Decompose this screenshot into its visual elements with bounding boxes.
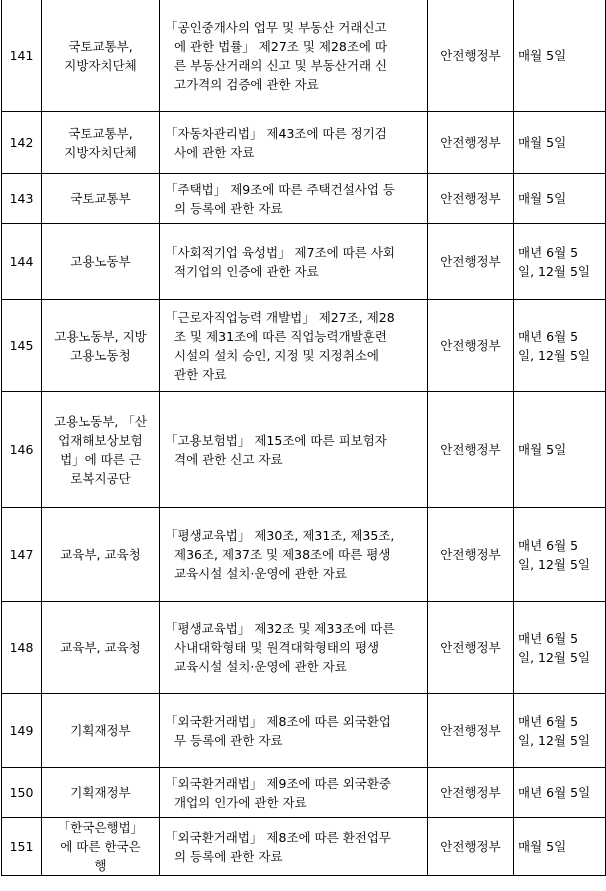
schedule-cell bbox=[514, 508, 606, 602]
row-number: 142 bbox=[2, 112, 42, 174]
legal-basis-line: 「사회적기업 육성법」 제7조에 따른 사회 bbox=[165, 244, 395, 260]
agency-line: 국토교통부, bbox=[68, 38, 133, 54]
legal-basis-line: 「외국환거래법」 제9조에 따른 외국환중 bbox=[165, 775, 391, 791]
agency-line: 행 bbox=[94, 858, 107, 873]
records-table bbox=[1, 0, 606, 876]
legal-basis-cell bbox=[160, 174, 428, 224]
legal-basis-line: 「자동차관리법」 제43조에 따른 정기검 bbox=[165, 125, 387, 141]
table-row bbox=[2, 392, 606, 508]
schedule-cell bbox=[514, 818, 606, 876]
agency-cell bbox=[42, 174, 160, 224]
row-number: 145 bbox=[2, 300, 42, 392]
legal-basis-line: 제36조, 제37조 및 제38조에 따른 평생 bbox=[174, 547, 391, 562]
legal-basis-line: 에 관한 법률」 제27조 및 제28조에 따 bbox=[174, 38, 388, 54]
legal-basis-cell bbox=[160, 602, 428, 694]
recipient-cell: 안전행정부 bbox=[428, 112, 514, 174]
table-row bbox=[2, 694, 606, 768]
agency-line: 에 따른 한국은 bbox=[60, 839, 141, 854]
legal-basis-line: 「공인중개사의 업무 및 부동산 거래신고 bbox=[165, 19, 387, 35]
schedule-line: 매년 6월 5 bbox=[518, 630, 579, 646]
schedule-cell bbox=[514, 300, 606, 392]
legal-basis-line: 관한 자료 bbox=[174, 366, 227, 382]
schedule-line: 일, 12월 5일 bbox=[518, 263, 591, 279]
agency-line: 기획재정부 bbox=[70, 723, 131, 738]
schedule-cell bbox=[514, 694, 606, 768]
row-number: 151 bbox=[2, 818, 42, 876]
legal-basis-cell bbox=[160, 224, 428, 300]
recipient-cell: 안전행정부 bbox=[428, 224, 514, 300]
legal-basis-line: 무 등록에 관한 자료 bbox=[174, 732, 283, 748]
legal-basis-line: 조 및 제31조에 따른 직업능력개발훈련 bbox=[174, 328, 387, 344]
table-row bbox=[2, 224, 606, 300]
row-number: 146 bbox=[2, 392, 42, 508]
agency-line: 업재해보상보험 bbox=[58, 432, 143, 448]
agency-line: 「한국은행법」 bbox=[57, 820, 144, 835]
legal-basis-cell bbox=[160, 508, 428, 602]
recipient-cell: 안전행정부 bbox=[428, 392, 514, 508]
recipient-cell: 안전행정부 bbox=[428, 174, 514, 224]
agency-line: 교육부, 교육청 bbox=[60, 547, 141, 562]
schedule-line: 매년 6월 5일 bbox=[518, 785, 591, 800]
schedule-line: 매월 5일 bbox=[518, 48, 567, 63]
schedule-line: 일, 12월 5일 bbox=[518, 347, 591, 363]
legal-basis-line: 적기업의 인증에 관한 자료 bbox=[174, 263, 319, 279]
legal-basis-cell bbox=[160, 300, 428, 392]
schedule-line: 일, 12월 5일 bbox=[518, 732, 591, 748]
schedule-line: 일, 12월 5일 bbox=[518, 556, 591, 572]
legal-basis-line: 사내대학형태 및 원격대학형태의 평생 bbox=[174, 640, 380, 655]
table-body bbox=[2, 0, 606, 876]
recipient-cell: 안전행정부 bbox=[428, 818, 514, 876]
schedule-cell bbox=[514, 224, 606, 300]
schedule-cell bbox=[514, 112, 606, 174]
recipient-cell: 안전행정부 bbox=[428, 0, 514, 112]
table-row bbox=[2, 818, 606, 876]
agency-cell bbox=[42, 112, 160, 174]
schedule-line: 매년 6월 5 bbox=[518, 537, 579, 553]
table-row bbox=[2, 508, 606, 602]
agency-cell bbox=[42, 392, 160, 508]
agency-cell bbox=[42, 602, 160, 694]
schedule-line: 매년 6월 5 bbox=[518, 713, 579, 729]
legal-basis-cell bbox=[160, 112, 428, 174]
agency-cell bbox=[42, 818, 160, 876]
agency-cell bbox=[42, 0, 160, 112]
schedule-line: 매월 5일 bbox=[518, 135, 567, 150]
schedule-line: 일, 12월 5일 bbox=[518, 649, 591, 665]
recipient-cell: 안전행정부 bbox=[428, 602, 514, 694]
agency-line: 지방자치단체 bbox=[64, 144, 137, 160]
agency-cell bbox=[42, 768, 160, 818]
legal-basis-line: 고가격의 검증에 관한 자료 bbox=[174, 76, 319, 92]
schedule-cell bbox=[514, 392, 606, 508]
row-number: 149 bbox=[2, 694, 42, 768]
recipient-cell: 안전행정부 bbox=[428, 300, 514, 392]
recipient-cell: 안전행정부 bbox=[428, 694, 514, 768]
legal-basis-cell bbox=[160, 392, 428, 508]
schedule-cell bbox=[514, 0, 606, 112]
table-row bbox=[2, 300, 606, 392]
agency-line: 고용노동청 bbox=[70, 347, 131, 363]
legal-basis-cell bbox=[160, 818, 428, 876]
row-number: 143 bbox=[2, 174, 42, 224]
agency-line: 국토교통부, bbox=[68, 125, 133, 141]
schedule-line: 매월 5일 bbox=[518, 191, 567, 206]
legal-basis-line: 격에 관한 신고 자료 bbox=[174, 451, 283, 467]
agency-cell bbox=[42, 224, 160, 300]
agency-cell bbox=[42, 694, 160, 768]
agency-line: 고용노동부 bbox=[70, 254, 131, 269]
legal-basis-line: 른 부동산거래의 신고 및 부동산거래 신 bbox=[174, 57, 388, 73]
legal-basis-cell bbox=[160, 0, 428, 112]
legal-basis-cell bbox=[160, 768, 428, 818]
row-number: 150 bbox=[2, 768, 42, 818]
row-number: 144 bbox=[2, 224, 42, 300]
legal-basis-line: 개업의 인가에 관한 자료 bbox=[174, 794, 307, 810]
table-row bbox=[2, 768, 606, 818]
agency-line: 고용노동부, 지방 bbox=[54, 328, 147, 344]
agency-cell bbox=[42, 508, 160, 602]
row-number: 147 bbox=[2, 508, 42, 602]
table-row bbox=[2, 602, 606, 694]
legal-basis-line: 「고용보험법」 제15조에 따른 피보험자 bbox=[165, 432, 387, 448]
agency-line: 로복지공단 bbox=[70, 470, 131, 486]
schedule-cell bbox=[514, 768, 606, 818]
schedule-cell bbox=[514, 602, 606, 694]
agency-line: 법」에 따른 근 bbox=[60, 451, 141, 467]
legal-basis-line: 「평생교육법」 제32조 및 제33조에 따른 bbox=[165, 621, 395, 636]
table-row bbox=[2, 112, 606, 174]
legal-basis-line: 사에 관한 자료 bbox=[174, 144, 255, 160]
schedule-line: 매월 5일 bbox=[518, 839, 567, 854]
schedule-line: 매년 6월 5 bbox=[518, 328, 579, 344]
schedule-line: 매월 5일 bbox=[518, 442, 567, 457]
legal-basis-line: 의 등록에 관한 자료 bbox=[174, 848, 283, 864]
agency-cell bbox=[42, 300, 160, 392]
table-row bbox=[2, 174, 606, 224]
agency-line: 교육부, 교육청 bbox=[60, 640, 141, 655]
schedule-line: 매년 6월 5 bbox=[518, 244, 579, 260]
legal-basis-line: 교육시설 설치·운영에 관한 자료 bbox=[174, 659, 347, 674]
row-number: 148 bbox=[2, 602, 42, 694]
legal-basis-line: 시설의 설치 승인, 지정 및 지정취소에 bbox=[174, 347, 379, 363]
legal-basis-line: 「외국환거래법」 제8조에 따른 외국환업 bbox=[165, 713, 391, 729]
recipient-cell: 안전행정부 bbox=[428, 508, 514, 602]
legal-basis-line: 의 등록에 관한 자료 bbox=[174, 200, 283, 216]
schedule-cell bbox=[514, 174, 606, 224]
legal-basis-line: 「외국환거래법」 제8조에 따른 환전업무 bbox=[165, 829, 391, 845]
agency-line: 지방자치단체 bbox=[64, 57, 137, 73]
legal-basis-line: 「근로자직업능력 개발법」 제27조, 제28 bbox=[165, 309, 395, 325]
legal-basis-line: 교육시설 설치·운영에 관한 자료 bbox=[174, 566, 347, 581]
agency-line: 기획재정부 bbox=[70, 785, 131, 800]
agency-line: 고용노동부, 「산 bbox=[54, 413, 147, 429]
legal-basis-line: 「평생교육법」 제30조, 제31조, 제35조, bbox=[165, 528, 395, 543]
recipient-cell: 안전행정부 bbox=[428, 768, 514, 818]
agency-line: 국토교통부 bbox=[70, 191, 131, 206]
table-row bbox=[2, 0, 606, 112]
row-number: 141 bbox=[2, 0, 42, 112]
legal-basis-cell bbox=[160, 694, 428, 768]
legal-basis-line: 「주택법」 제9조에 따른 주택건설사업 등 bbox=[165, 181, 395, 197]
